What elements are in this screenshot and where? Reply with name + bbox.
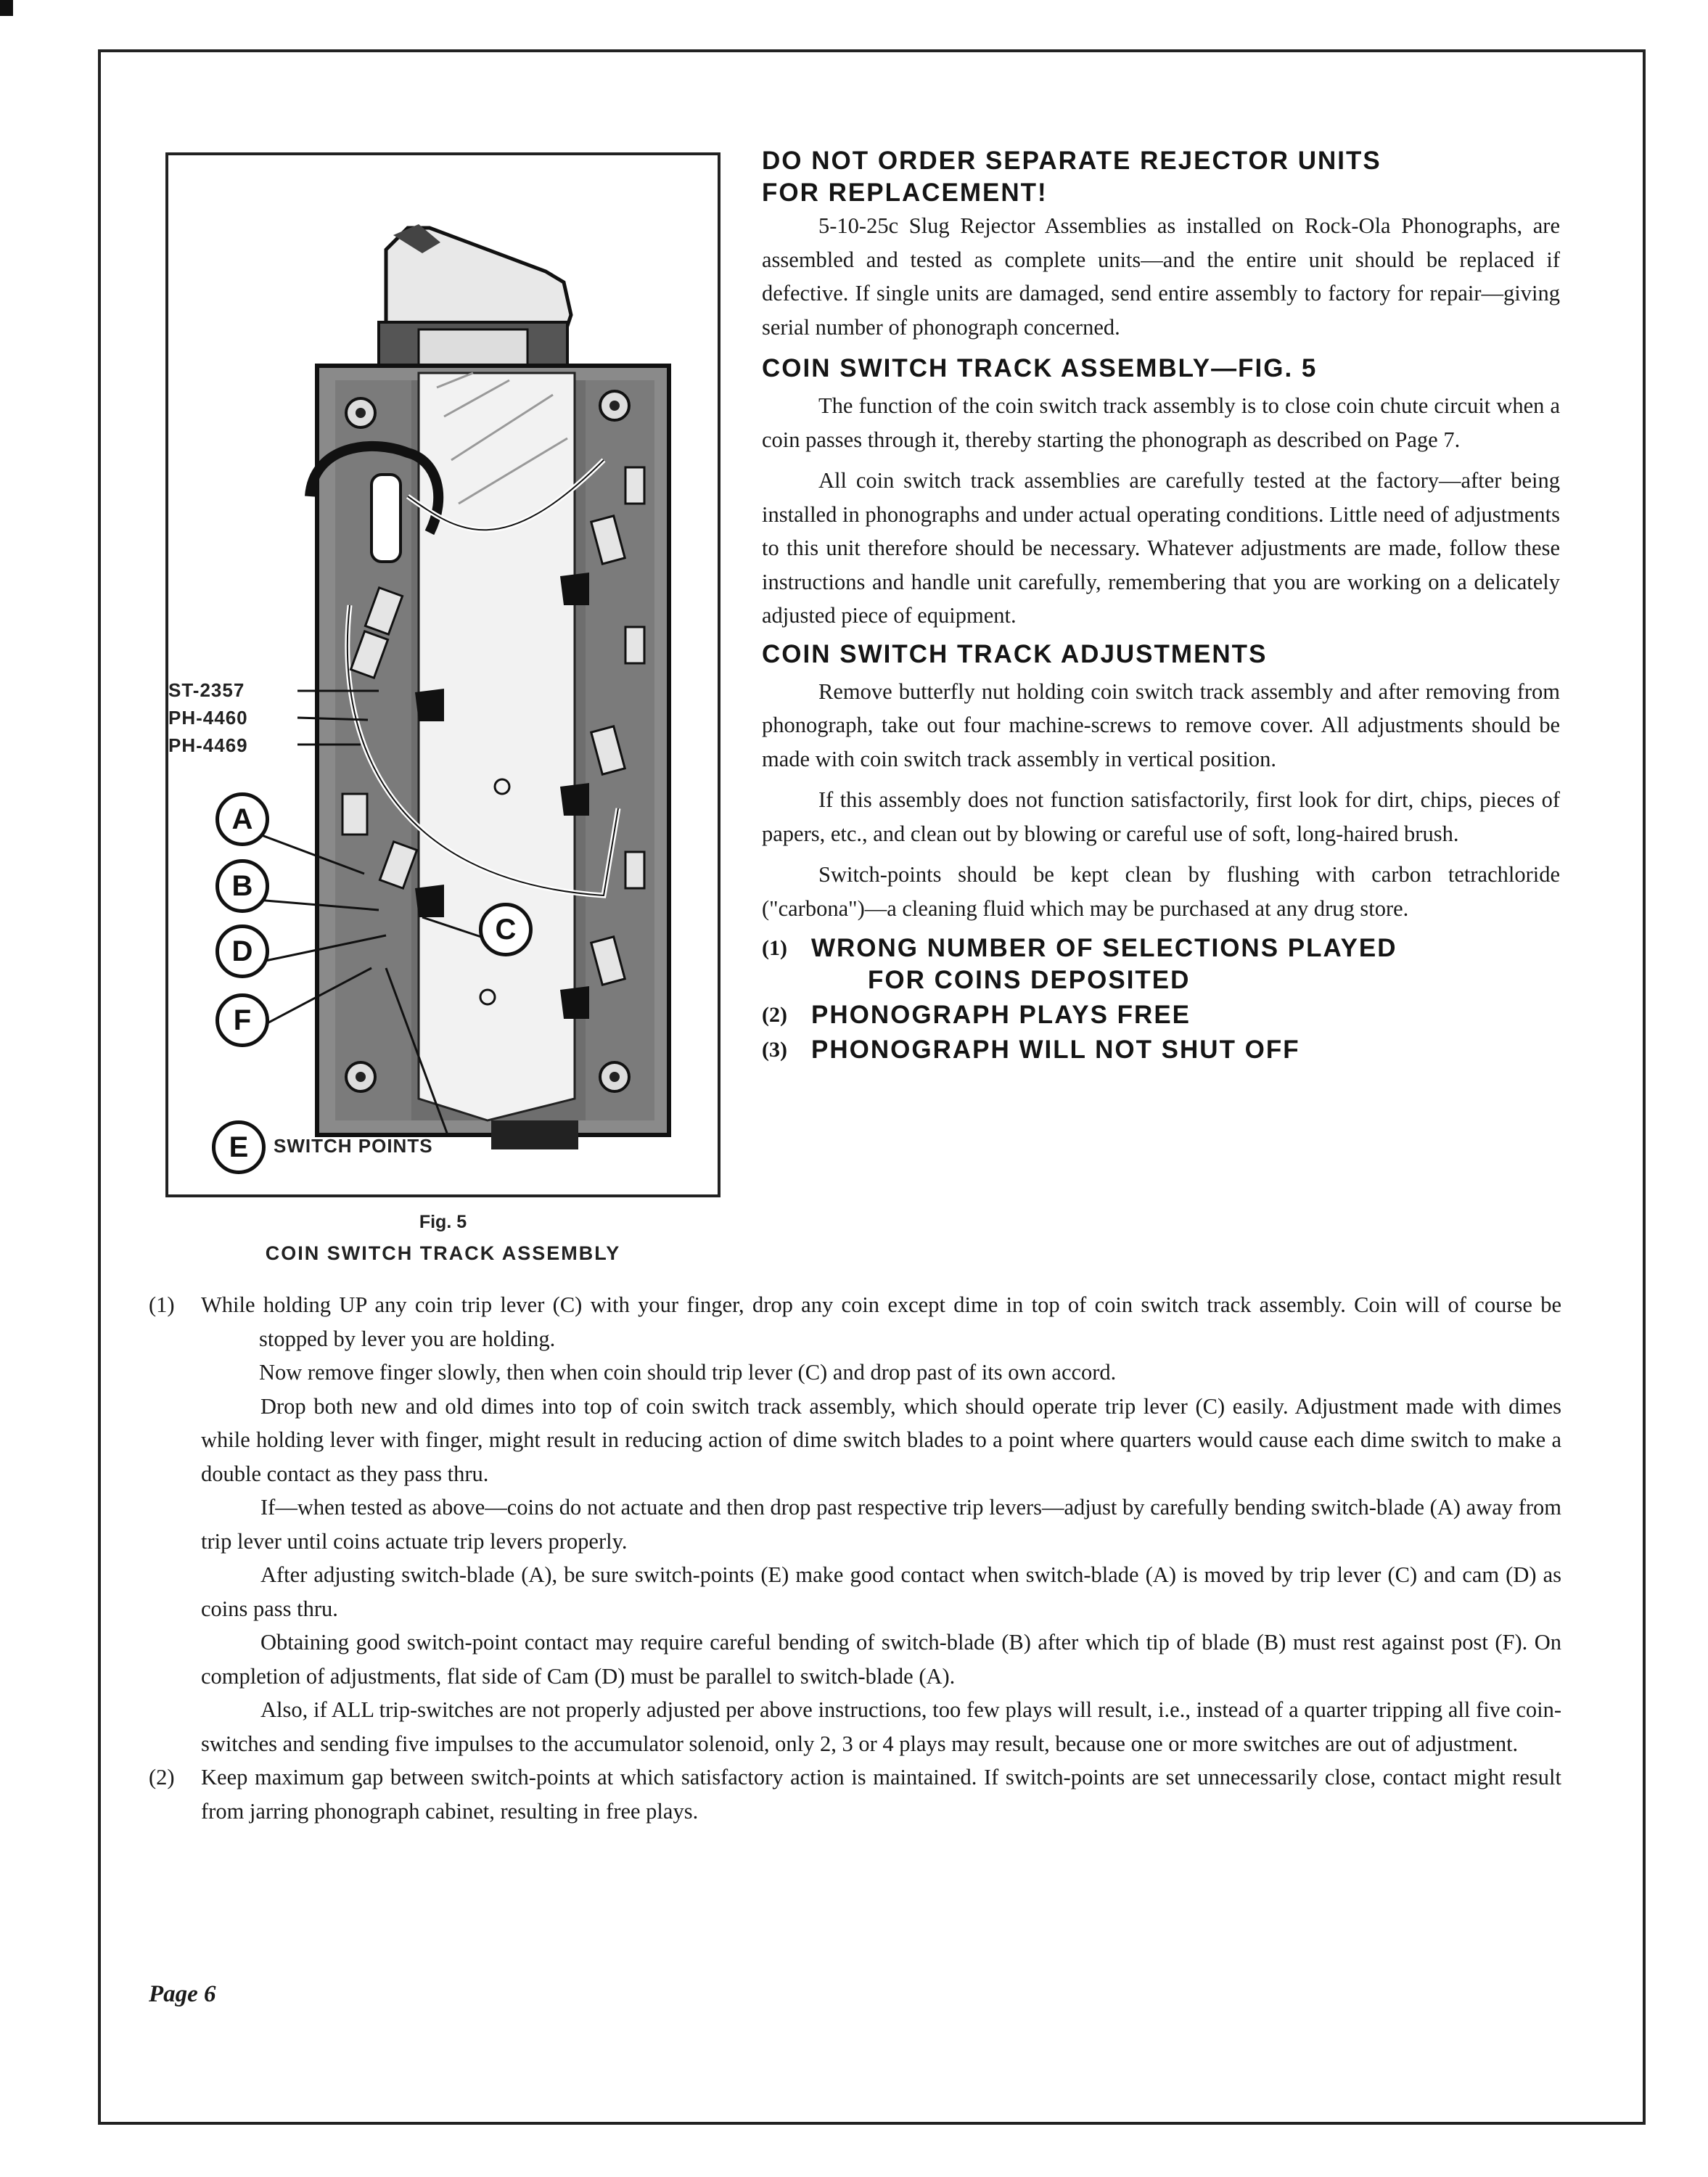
paragraph-rejector: 5-10-25c Slug Rejector Assemblies as installed on Rock-Ola Phonographs, are assembled and tested as complete units—and the entire unit should be replaced if defective. If single units are damaged, send entire assembly to factory for repair—giving serial number of phonograph concerned. [762,213,1560,340]
paragraph-remove-nut: Remove butterfly nut holding coin switch track assembly and after removing from phonograph, take out four machine-screws to remove cover. All adjustments should be made with coin switch track assembly in vertical position. [762,678,1560,771]
part-label-ph4460: PH-4460 [168,707,248,729]
right-column [762,145,1560,1066]
trouble-2-text: PHONOGRAPH PLAYS FREE [811,1001,1191,1029]
paragraph-function: The function of the coin switch track assembly is to close coin chute circuit when a coin passes through it, thereby starting the phonograph as described on Page 7. [762,393,1560,452]
scan-corner-mark [0,0,13,16]
paragraph-tested: All coin switch track assemblies are carefully tested at the factory—after being installed in phonographs and under actual operating conditions. Little need of adjustments to this unit therefore should be necessary. Whatever adjustments are made, follow these instructions and handle unit carefully, remembering that you are working on a delicately adjusted piece of equipment. [762,468,1560,628]
instruction-1-p1: While holding UP any coin trip lever (C) with your finger, drop any coin except dime in top of coin switch track assembly. Coin will of course be stopped by lever you are holding. [201,1292,1561,1351]
callout-d: D [215,924,269,978]
instruction-1-p6: Obtaining good switch-point contact may require careful bending of switch-blade (B) after which tip of blade (B) must rest against post (F). On completion of adjustments, flat side of Cam (D) must be parallel to switch-blade (A). [201,1630,1561,1689]
paragraph-dirt: If this assembly does not function satisfactorily, first look for dirt, chips, pieces of papers, etc., and clean out by blowing or careful use of soft, long-haired brush. [762,787,1560,846]
trouble-3-number: (3) [762,1038,787,1062]
instruction-1-p5: After adjusting switch-blade (A), be sure switch-points (E) make good contact when switch-blade (A) is moved by trip lever (C) and cam (D) as coins pass thru. [201,1562,1561,1621]
instruction-2-p1: Keep maximum gap between switch-points at which satisfactory action is maintained. If switch-points are set unnecessarily close, contact might result from jarring phonograph cabinet, resulting in free plays. [201,1765,1561,1824]
part-label-st2357: ST-2357 [168,679,245,701]
paragraph-switch-points: Switch-points should be kept clean by flushing with carbon tetrachloride ("carbona")—a cleaning fluid which may be purchased at any drug store. [762,862,1560,921]
part-label-ph4469: PH-4469 [168,734,248,756]
figure-5-illustration [165,152,720,1197]
instruction-1-p7: Also, if ALL trip-switches are not properly adjusted per above instructions, too few plays will result, i.e., instead of a quarter tripping all five coin-switches and sending five impulses to the accumulator solenoid, only 2, 3 or 4 plays may result, because one or more switches are out of adjustment. [201,1697,1561,1756]
callout-a: A [215,792,269,846]
trouble-2-heading [762,999,1560,1031]
callout-f: F [215,993,269,1047]
heading-line-1: DO NOT ORDER SEPARATE REJECTOR UNITS [762,147,1381,175]
heading-do-not-order [762,145,1560,209]
instruction-2 [149,1760,1561,1828]
trouble-1-heading [762,932,1560,996]
instructions-block [149,1288,1561,1828]
trouble-1-line-2: FOR COINS DEPOSITED [868,966,1191,994]
trouble-2-number: (2) [762,1003,787,1027]
callout-e: E [212,1120,266,1174]
instruction-1-p2: Now remove finger slowly, then when coin should trip lever (C) and drop past of its own accord. [259,1360,1117,1385]
heading-line-2: FOR REPLACEMENT! [762,179,1048,207]
switch-points-label: SWITCH POINTS [274,1135,433,1157]
instruction-1 [149,1288,1561,1760]
trouble-1-number: (1) [762,936,787,960]
trouble-3-text: PHONOGRAPH WILL NOT SHUT OFF [811,1036,1300,1064]
figure-caption: COIN SWITCH TRACK ASSEMBLY [265,1242,621,1264]
heading-coin-switch-track: COIN SWITCH TRACK ASSEMBLY—FIG. 5 [762,354,1318,382]
heading-adjustments: COIN SWITCH TRACK ADJUSTMENTS [762,639,1268,668]
figure-number: Fig. 5 [419,1212,467,1232]
trouble-1-line-1: WRONG NUMBER OF SELECTIONS PLAYED [811,934,1397,962]
callout-b: B [215,859,269,913]
instruction-1-number: (1) [149,1292,175,1317]
callout-c: C [479,903,533,956]
instruction-2-number: (2) [149,1765,175,1789]
instruction-1-p3: Drop both new and old dimes into top of coin switch track assembly, which should operate trip lever (C) easily. Adjustment made with dimes while holding lever with finger, might result in reducing action of dime switch blades to a point where quarters would cause each dime switch to make a double contact as they pass thru. [201,1393,1561,1486]
instruction-1-p4: If—when tested as above—coins do not actuate and then drop past respective trip levers—adjust by carefully bending switch-blade (A) away from trip lever until coins actuate trip levers properly. [201,1495,1561,1554]
trouble-3-heading [762,1034,1560,1066]
page-number: Page 6 [149,1981,216,2007]
